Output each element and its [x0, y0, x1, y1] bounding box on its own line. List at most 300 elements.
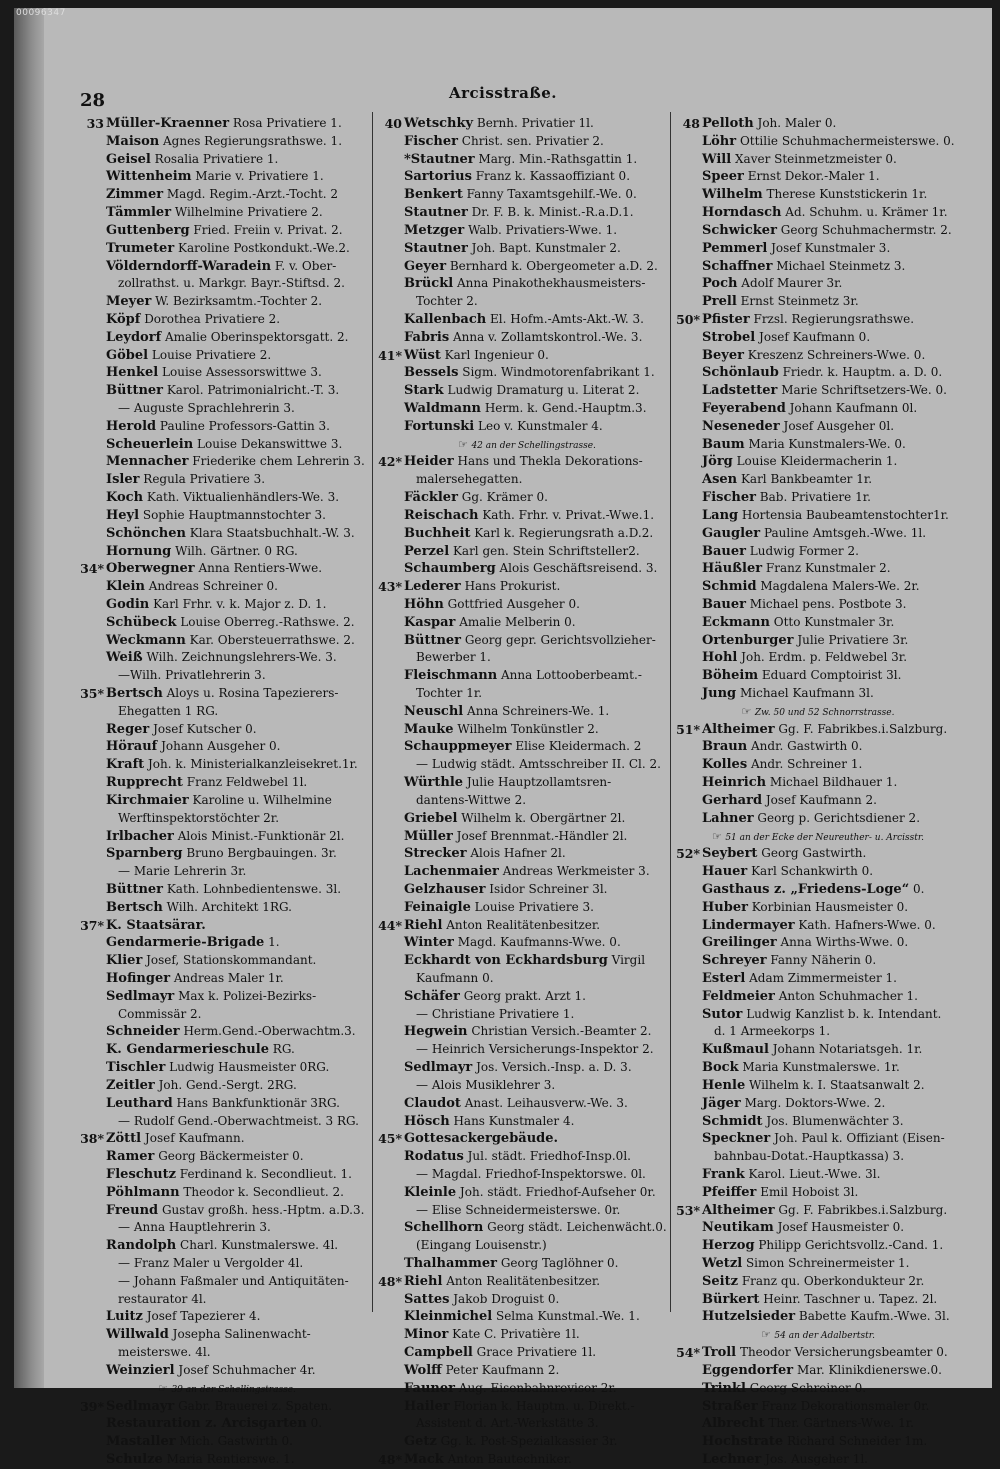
resident-name: Guttenberg — [106, 222, 190, 238]
resident-details: Frzsl. Regierungsrathswe. — [749, 311, 915, 326]
resident-details: Andreas Schreiner 0. — [144, 579, 278, 594]
resident-name: Bertsch — [106, 686, 163, 701]
resident-name: Gaugler — [702, 525, 761, 541]
resident-details: Louise Assessorswittwe 3. — [158, 365, 322, 380]
resident-name: Schübeck — [106, 614, 177, 630]
resident-details: Julie Hauptzollamtsren- — [463, 775, 612, 790]
house-number: 38* — [80, 1131, 104, 1147]
resident-name: Claudot — [404, 1095, 461, 1111]
resident-details: Karl Bankbeamter 1r. — [737, 472, 873, 487]
resident-name: Häußler — [702, 561, 763, 577]
resident-name: Herzog — [702, 1238, 755, 1254]
resident-details: Theodor k. Secondlieut. 2. — [179, 1184, 344, 1199]
resident-name: Bürkert — [702, 1291, 760, 1307]
resident-name: Stark — [404, 383, 444, 399]
house-number: 48 — [682, 116, 700, 131]
resident-name: Huber — [702, 899, 748, 915]
resident-entry — [370, 275, 684, 293]
resident-entry — [668, 347, 968, 365]
resident-entry — [668, 507, 968, 525]
resident-details: Gg. Krämer 0. — [457, 490, 548, 505]
resident-details: Louise Privatiere 3. — [470, 899, 594, 914]
resident-entry — [370, 614, 684, 632]
resident-details: Michael Steinmetz 3. — [772, 258, 906, 273]
resident-entry — [72, 988, 382, 1006]
resident-entry — [72, 1415, 382, 1433]
resident-name: Minor — [404, 1327, 449, 1343]
resident-details: Mar. Klinikdienerswe.0. — [793, 1362, 942, 1377]
resident-details: Georg gepr. Gerichtsvollzieher- — [461, 632, 656, 647]
resident-details: Joh. Paul k. Offiziant (Eisen- — [770, 1131, 945, 1146]
resident-entry — [72, 1398, 382, 1416]
resident-name: Gelzhauser — [404, 881, 486, 897]
resident-entry — [668, 988, 968, 1006]
resident-name: Waldmann — [404, 401, 482, 416]
resident-details: Therese Kunststickerin 1r. — [762, 187, 928, 202]
resident-details: Andreas Maler 1r. — [170, 971, 284, 985]
resident-entry — [668, 489, 968, 507]
resident-name: Wilhelm — [702, 187, 763, 203]
resident-entry — [668, 453, 968, 471]
resident-name: Leydorf — [106, 329, 162, 345]
resident-details: Karoline Postkondukt.-We.2. — [174, 240, 350, 255]
resident-entry — [370, 489, 684, 507]
resident-entry — [668, 151, 968, 169]
entry-continuation — [370, 1077, 684, 1095]
resident-details: Maria Kunstmalers-We. 0. — [744, 436, 906, 451]
resident-details: Assistent d. Art.-Werkstätte 3. — [416, 1416, 599, 1431]
resident-entry — [668, 952, 968, 970]
entry-continuation — [72, 1219, 382, 1237]
resident-name: Mauke — [404, 721, 454, 737]
resident-name: Hauer — [702, 864, 748, 880]
resident-details: Georg Gastwirth. — [757, 846, 867, 861]
resident-details: Ad. Schuhm. u. Krämer 1r. — [781, 205, 948, 220]
resident-details: Kath. Lohnbedientenswe. 3l. — [163, 881, 342, 896]
resident-name: *Stautner — [404, 151, 475, 167]
resident-name: Hofinger — [106, 971, 171, 986]
resident-name: Prell — [702, 294, 737, 310]
resident-entry — [668, 204, 968, 222]
resident-name: Trumeter — [106, 240, 175, 256]
resident-name: Hörauf — [106, 739, 158, 755]
entry-continuation — [370, 792, 684, 810]
house-number: 41* — [378, 347, 402, 363]
street-corner-note — [668, 1326, 968, 1344]
resident-details: Joh. Maler 0. — [753, 116, 837, 130]
resident-details: Hans Bankfunktionär 3RG. — [172, 1095, 340, 1110]
resident-details: Anna Schreiners-We. 1. — [463, 703, 610, 718]
resident-name: Riehl — [404, 917, 443, 933]
resident-entry — [668, 1451, 968, 1469]
resident-name: Strobel — [702, 329, 756, 345]
resident-name: Metzger — [404, 222, 465, 238]
resident-details: zollrathst. u. Markgr. Bayr.-Stiftsd. 2. — [118, 276, 345, 291]
resident-entry — [370, 453, 684, 471]
resident-details: Fried. Freiin v. Privat. 2. — [189, 222, 343, 237]
resident-name: Kleinmichel — [404, 1309, 493, 1325]
resident-details: Anna v. Zollamtskontrol.-We. 3. — [449, 329, 643, 344]
resident-details: Grace Privatiere 1l. — [472, 1345, 597, 1360]
resident-name: Wittenheim — [106, 169, 192, 185]
resident-name: Bauer — [702, 596, 746, 612]
resident-entry — [370, 1059, 684, 1077]
resident-name: Gendarmerie-Brigade — [106, 935, 265, 951]
resident-details: (Eingang Louisenstr.) — [416, 1238, 547, 1253]
resident-entry — [370, 952, 684, 970]
resident-entry — [72, 204, 382, 222]
resident-details: Anast. Leihausverw.-We. 3. — [460, 1095, 628, 1110]
resident-details: Tochter 2. — [416, 294, 478, 309]
resident-details: Franz Feldwebel 1l. — [182, 775, 308, 790]
resident-details: Joh. k. Ministerialkanzleisekret.1r. — [144, 757, 358, 772]
resident-details: Adolf Maurer 3r. — [737, 276, 843, 291]
resident-entry — [370, 1130, 684, 1148]
resident-details: Wilhelm k. I. Staatsanwalt 2. — [745, 1077, 925, 1092]
resident-details: Leo v. Kunstmaler 4. — [474, 418, 603, 433]
resident-name: Stautner — [404, 240, 468, 256]
resident-details: Anna Lottooberbeamt.- — [497, 668, 642, 683]
resident-entry — [668, 1184, 968, 1202]
resident-name: Hailer — [404, 1398, 450, 1414]
resident-name: Luitz — [106, 1309, 143, 1325]
resident-entry — [72, 1059, 382, 1077]
resident-name: Sartorius — [404, 169, 472, 185]
directory-page — [14, 8, 992, 1467]
entry-continuation — [72, 1006, 382, 1024]
resident-details: Xaver Steinmetzmeister 0. — [731, 151, 897, 166]
resident-name: Bessels — [404, 365, 459, 381]
book-binding — [14, 8, 44, 1388]
resident-name: Eggendorfer — [702, 1362, 794, 1378]
entry-continuation — [72, 703, 382, 721]
entry-continuation — [668, 1023, 968, 1041]
resident-entry — [668, 168, 968, 186]
resident-name: Ladstetter — [702, 383, 778, 399]
resident-details: Kath. Frhr. v. Privat.-Wwe.1. — [478, 507, 655, 522]
resident-details: Virgil — [607, 953, 646, 968]
note-text: 39 an der Schellingstrasse. — [171, 1384, 296, 1395]
resident-details: Johann Kaufmann 0l. — [785, 401, 918, 415]
resident-name: Maison — [106, 133, 160, 149]
resident-details: Max k. Polizei-Bezirks- — [174, 988, 317, 1003]
resident-entry — [370, 1433, 684, 1451]
resident-details: Pauline Professors-Gattin 3. — [156, 418, 330, 433]
resident-name: Schaumberg — [404, 561, 496, 577]
resident-details: Georg Schreiner 0. — [745, 1380, 867, 1395]
resident-entry — [72, 1362, 382, 1380]
house-number: 33 — [86, 116, 104, 131]
resident-entry — [72, 970, 382, 988]
resident-name: Freund — [106, 1202, 159, 1218]
resident-entry — [668, 1130, 968, 1148]
resident-details: — Elise Schneidermeisterswe. 0r. — [416, 1202, 621, 1217]
resident-details: Joh. städt. Friedhof-Aufseher 0r. — [456, 1184, 656, 1199]
resident-details: Alois Minist.-Funktionär 2l. — [173, 828, 345, 843]
house-number: 39* — [80, 1398, 104, 1414]
resident-details: Jos. Blumenwächter 3. — [762, 1113, 904, 1128]
resident-name: Sparnberg — [106, 846, 183, 862]
resident-name: Zöttl — [106, 1131, 142, 1147]
resident-name: Lederer — [404, 579, 461, 595]
resident-name: Henkel — [106, 365, 159, 381]
resident-entry — [668, 881, 968, 899]
resident-entry — [72, 828, 382, 846]
resident-details: Georg prakt. Arzt 1. — [459, 988, 586, 1003]
resident-entry — [668, 1308, 968, 1326]
resident-entry — [72, 471, 382, 489]
resident-entry — [668, 1291, 968, 1309]
resident-entry — [370, 543, 684, 561]
resident-entry — [668, 115, 968, 133]
resident-details: restaurator 4l. — [118, 1291, 207, 1306]
house-number: 43* — [378, 579, 402, 595]
resident-entry — [370, 917, 684, 935]
resident-name: Beyer — [702, 347, 744, 363]
resident-details: — Ludwig städt. Amtsschreiber II. Cl. 2. — [416, 757, 661, 772]
resident-entry — [370, 507, 684, 525]
pointing-hand-icon: ☞ — [158, 1381, 172, 1395]
resident-entry — [72, 382, 382, 400]
resident-name: Schauppmeyer — [404, 739, 512, 755]
resident-entry — [370, 934, 684, 952]
resident-entry — [370, 578, 684, 596]
resident-details: Magd. Regim.-Arzt.-Tocht. 2 — [163, 187, 339, 202]
house-number: 50* — [676, 311, 700, 327]
resident-details: Aloys u. Rosina Tapezierers- — [162, 686, 339, 700]
resident-entry — [668, 133, 968, 151]
resident-name: Will — [702, 151, 732, 167]
resident-details: Gottfried Ausgeher 0. — [443, 596, 580, 611]
resident-entry — [370, 382, 684, 400]
resident-name: Schulze — [106, 1451, 163, 1467]
resident-name: Getz — [404, 1434, 437, 1450]
entry-continuation — [370, 756, 684, 774]
resident-details: Karl Frhr. v. k. Major z. D. 1. — [149, 596, 327, 611]
resident-name: Lechner — [702, 1451, 762, 1467]
resident-details: — Auguste Sprachlehrerin 3. — [118, 401, 295, 415]
resident-name: Zeitler — [106, 1077, 155, 1093]
resident-entry — [668, 1077, 968, 1095]
resident-details: Andr. Gastwirth 0. — [747, 739, 863, 754]
resident-details: Karl Ingenieur 0. — [440, 347, 549, 362]
resident-name: Fauner — [404, 1380, 455, 1396]
scan-id: 00096347 — [16, 8, 66, 18]
resident-entry — [72, 293, 382, 311]
resident-entry — [72, 436, 382, 454]
resident-entry — [668, 364, 968, 382]
resident-name: Herold — [106, 418, 157, 434]
house-number: 48* — [378, 1451, 402, 1467]
resident-details: Wilhelmine Privatiere 2. — [171, 205, 323, 220]
resident-details: Korbinian Hausmeister 0. — [747, 899, 909, 914]
resident-details: Andreas Werkmeister 3. — [498, 864, 650, 879]
resident-name: Sattes — [404, 1291, 450, 1307]
resident-name: Kußmaul — [702, 1042, 769, 1058]
resident-entry — [72, 1237, 382, 1255]
entry-continuation — [370, 970, 684, 988]
resident-entry — [370, 667, 684, 685]
resident-details: Gustav großh. hess.-Hptm. a.D.3. — [158, 1202, 365, 1217]
resident-entry — [668, 275, 968, 293]
resident-name: Lahner — [702, 810, 754, 826]
resident-details: Friedr. k. Hauptm. a. D. 0. — [778, 365, 943, 380]
resident-name: Reger — [106, 721, 150, 737]
resident-details: Ernst Dekor.-Maler 1. — [743, 169, 880, 184]
resident-details: Joh. Bapt. Kunstmaler 2. — [467, 240, 621, 255]
resident-details: Bruno Bergbauingen. 3r. — [182, 846, 337, 861]
resident-details: Kreszenz Schreiners-Wwe. 0. — [743, 347, 926, 362]
resident-details: Louise Oberreg.-Rathswe. 2. — [176, 614, 355, 629]
resident-details: Kar. Obersteuerrathswe. 2. — [185, 632, 355, 647]
resident-details: Joh. Erdm. p. Feldwebel 3r. — [737, 650, 908, 665]
resident-name: Troll — [702, 1345, 737, 1361]
resident-name: Mack — [404, 1451, 444, 1467]
resident-entry — [72, 1077, 382, 1095]
resident-entry — [72, 917, 382, 935]
resident-entry — [370, 1184, 684, 1202]
resident-details: Isidor Schreiner 3l. — [485, 881, 608, 896]
resident-entry — [668, 1059, 968, 1077]
street-corner-note — [668, 703, 968, 721]
resident-name: Feinaigle — [404, 899, 471, 915]
resident-name: Neseneder — [702, 418, 780, 434]
resident-entry — [72, 1184, 382, 1202]
resident-entry — [72, 596, 382, 614]
house-number: 53* — [676, 1202, 700, 1218]
resident-details: Gabr. Brauerei z. Spaten. — [174, 1398, 333, 1413]
resident-name: Horndasch — [702, 205, 782, 221]
house-number: 40 — [384, 116, 402, 131]
resident-name: Schäfer — [404, 988, 460, 1004]
note-text: 54 an der Adalbertstr. — [774, 1331, 875, 1342]
resident-name: Baum — [702, 436, 745, 452]
resident-entry — [72, 1202, 382, 1220]
resident-entry — [370, 204, 684, 222]
resident-details: Walb. Privatiers-Wwe. 1. — [464, 222, 618, 237]
resident-details: 0. — [909, 881, 925, 896]
resident-entry — [668, 632, 968, 650]
resident-entry — [668, 917, 968, 935]
resident-details: Hortensia Baubeamtenstochter1r. — [738, 507, 949, 522]
resident-name: Oberwegner — [106, 561, 195, 577]
pointing-hand-icon: ☞ — [458, 437, 472, 451]
resident-details: Amalie Oberinspektorsgatt. 2. — [161, 329, 349, 344]
resident-name: Böheim — [702, 668, 759, 684]
resident-details: Georg städt. Leichenwächt.0. — [483, 1220, 667, 1235]
resident-entry — [72, 168, 382, 186]
resident-entry — [370, 738, 684, 756]
resident-name: Tämmler — [106, 205, 172, 221]
resident-name: Jung — [702, 686, 737, 701]
resident-name: Buchheit — [404, 525, 471, 541]
resident-details: Elise Kleidermach. 2 — [511, 739, 642, 754]
resident-details: Hans und Thekla Dekorations- — [453, 454, 643, 469]
resident-entry — [370, 881, 684, 899]
resident-details: — Johann Faßmaler und Antiquitäten- — [118, 1273, 349, 1288]
resident-details: Wilh. Zeichnungslehrers-We. 3. — [142, 650, 337, 665]
resident-name: Bauer — [702, 543, 746, 559]
resident-name: Hohl — [702, 650, 738, 666]
street-heading: Arcisstraße. — [449, 84, 557, 102]
resident-details: Georg Taglöhner 0. — [497, 1256, 619, 1270]
resident-name: Albrecht — [702, 1416, 765, 1432]
resident-details: Wilhelm Tonkünstler 2. — [453, 721, 599, 736]
resident-details: malersehegatten. — [416, 472, 523, 487]
resident-details: Adam Zimmermeister 1. — [745, 971, 897, 985]
resident-name: Pfeiffer — [702, 1184, 757, 1200]
resident-details: Ludwig Hausmeister 0RG. — [165, 1060, 330, 1075]
resident-name: Altheimer — [702, 1202, 775, 1218]
resident-entry — [668, 293, 968, 311]
resident-entry — [72, 115, 382, 133]
resident-details: Josepha Salinenwacht- — [168, 1327, 311, 1342]
resident-entry — [668, 1273, 968, 1291]
resident-entry — [72, 721, 382, 739]
resident-details: Magdalena Malers-We. 2r. — [756, 579, 920, 594]
resident-entry — [72, 489, 382, 507]
resident-entry — [72, 525, 382, 543]
resident-details: Michael Kaufmann 3l. — [736, 686, 874, 700]
entry-continuation — [370, 1166, 684, 1184]
resident-details: Anton Bautechniker. — [443, 1451, 572, 1466]
column-1 — [72, 115, 382, 1467]
resident-details: 1. — [264, 935, 280, 950]
resident-details: Selma Kunstmal.-We. 1. — [492, 1309, 640, 1324]
resident-name: K. Gendarmerieschule — [106, 1042, 269, 1058]
resident-entry — [72, 1041, 382, 1059]
resident-details: —Wilh. Privatlehrerin 3. — [118, 668, 266, 683]
column-2 — [370, 115, 684, 1467]
resident-name: Weinzierl — [106, 1362, 175, 1378]
resident-details: — Marie Lehrerin 3r. — [118, 864, 247, 879]
resident-name: Rupprecht — [106, 775, 183, 791]
resident-name: Kraft — [106, 757, 145, 773]
resident-entry — [72, 1433, 382, 1451]
resident-entry — [72, 952, 382, 970]
entry-continuation — [370, 1237, 684, 1255]
resident-details: d. 1 Armeekorps 1. — [714, 1024, 831, 1039]
resident-entry — [668, 329, 968, 347]
resident-entry — [668, 845, 968, 863]
resident-name: Griebel — [404, 810, 458, 826]
resident-details: Ottilie Schuhmachermeisterswe. 0. — [736, 133, 955, 148]
resident-details: — Anna Hauptlehrerin 3. — [118, 1220, 271, 1235]
resident-name: Jörg — [702, 454, 733, 470]
resident-name: Müller — [404, 828, 453, 844]
resident-name: Irlbacher — [106, 828, 174, 844]
pointing-hand-icon: ☞ — [741, 704, 755, 718]
resident-name: Godin — [106, 596, 150, 612]
resident-entry — [668, 792, 968, 810]
resident-details: RG. — [268, 1042, 295, 1057]
entry-continuation — [370, 1202, 684, 1220]
resident-entry — [72, 1130, 382, 1148]
resident-details: Simon Schreinermeister 1. — [742, 1256, 910, 1270]
resident-details: Alois Geschäftsreisend. 3. — [495, 561, 658, 576]
resident-details: Dr. F. B. k. Minist.-R.a.D.1. — [467, 205, 634, 220]
resident-entry — [370, 329, 684, 347]
resident-details: Louise Kleidermacherin 1. — [732, 454, 898, 469]
resident-details: Sophie Hauptmannstochter 3. — [139, 507, 326, 522]
resident-entry — [668, 1398, 968, 1416]
resident-entry — [370, 1273, 684, 1291]
resident-details: Anton Realitätenbesitzer. — [442, 917, 601, 932]
resident-entry — [370, 721, 684, 739]
resident-name: Mennacher — [106, 454, 189, 470]
resident-entry — [370, 988, 684, 1006]
entry-continuation — [72, 863, 382, 881]
